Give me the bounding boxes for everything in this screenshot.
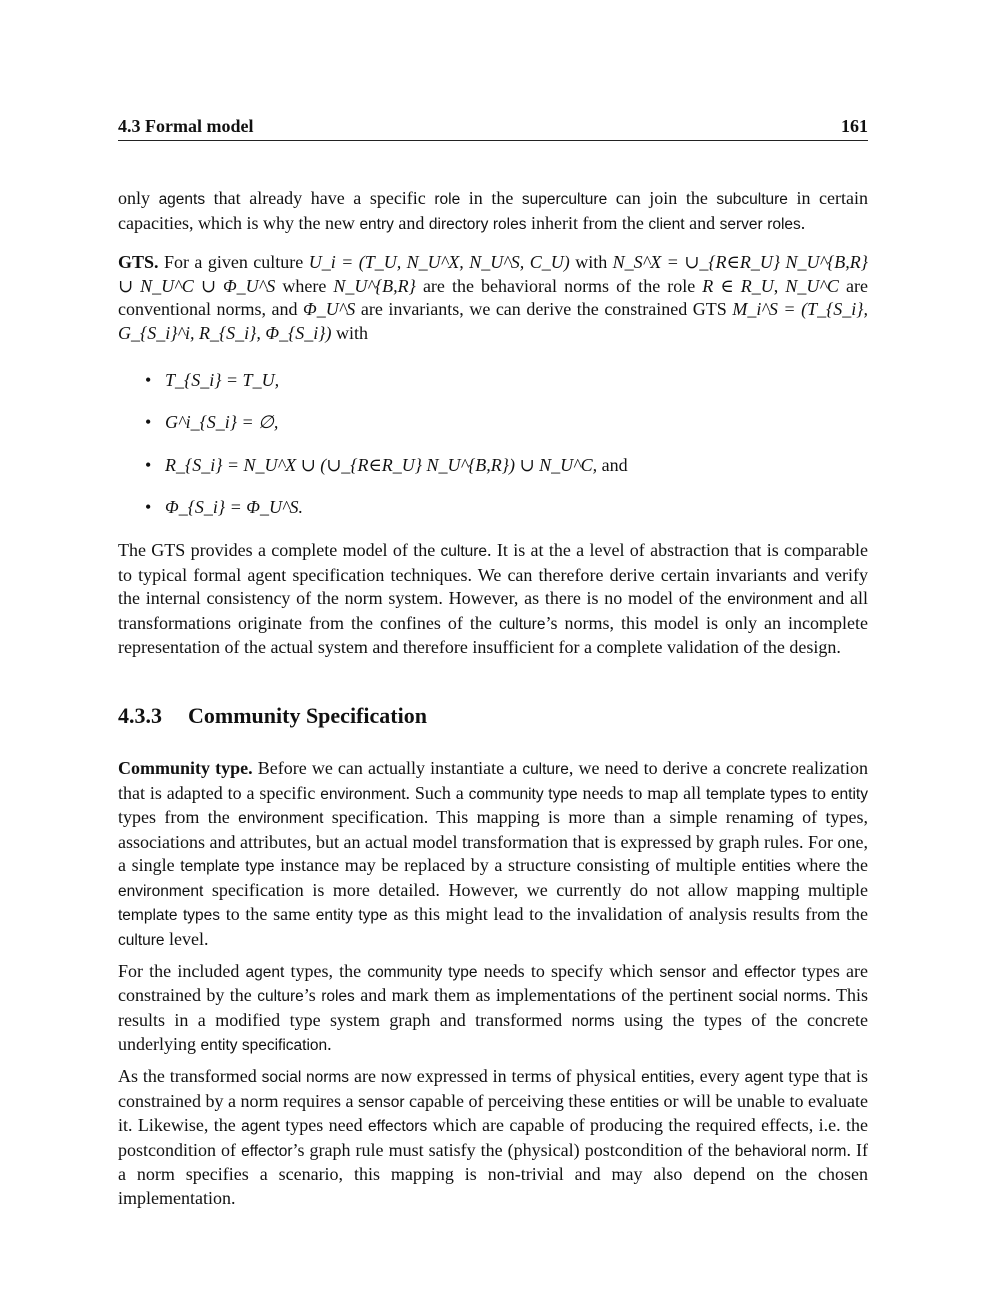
- section-number: 4.3.3: [118, 702, 162, 728]
- math-conventional-norms: N_U^C: [785, 275, 839, 296]
- paragraph-gts-model: The GTS provides a complete model of the culture. It is at the a level of abstraction that is comparable to typical formal agent specification techniques. We can therefore derive certain invariants and verify the internal consistency of the norm system. However, as there is no model of the environment and all transformations originate from the confines of the culture’s norms, this model is only an incomplete representation of the actual system and therefore insufficient for a complete validation of the design.: [118, 539, 869, 658]
- list-item: • T_{S_i} = T_U,: [118, 369, 868, 393]
- page-body: [118, 116, 868, 1211]
- math-norm-set: N_S^X = ∪_{R∈R_U} N_U^{B,R} ∪ N_U^C ∪ Φ_U^S: [118, 252, 868, 296]
- paragraph-roles-inheritance: only agents that already have a specific role in the superculture can join the subculture in certain capacities, which is why the new entry and directory roles inherit from the client and server roles.: [118, 188, 868, 233]
- section-heading: [118, 702, 868, 730]
- math-behavioral-norms: N_U^{B,R}: [333, 275, 416, 296]
- math-culture-tuple: U_i = (T_U, N_U^X, N_U^S, C_U): [308, 252, 570, 273]
- math-constrained-gts: M_i^S = (T_{S_i}, G_{S_i}^i, R_{S_i}, Φ_{S_i}): [118, 299, 868, 343]
- section-title: Community Specification: [188, 702, 427, 728]
- running-header: [118, 116, 868, 141]
- gts-lead: GTS.: [118, 252, 159, 273]
- community-type-lead: Community type.: [118, 757, 253, 778]
- header-section-title: 4.3 Formal model: [118, 116, 254, 136]
- list-item: • R_{S_i} = N_U^X ∪ (∪_{R∈R_U} N_U^{B,R}) ∪ N_U^C, and: [118, 454, 868, 478]
- math-invariants: Φ_U^S: [303, 299, 356, 320]
- paragraph-social-norms: As the transformed social norms are now expressed in terms of physical entities, every agent type that is constrained by a norm requires a sensor capable of perceiving these entities or will be unable to evaluate it. Likewise, the agent types need effectors which are capable of producing the required effects, i.e. the postcondition of effector’s graph rule must satisfy the (physical) postcondition of the behavioral norm. If a norm specifies a scenario, this mapping is non-trivial and may also depend on the chosen implementation.: [118, 1066, 868, 1208]
- math-role: R ∈ R_U: [702, 275, 774, 296]
- paragraph-agent-types: For the included agent types, the community type needs to specify which sensor and effector types are constrained by the culture’s roles and mark them as implementations of the pertinent social norms. This results in a modified type system graph and transformed norms using the types of the concrete underlying entity specification.: [118, 960, 868, 1055]
- paragraph-gts: GTS. For a given culture U_i = (T_U, N_U^X, N_U^S, C_U) with N_S^X = ∪_{R∈R_U} N_U^{B,R} ∪ N_U^C ∪ Φ_U^S where N_U^{B,R} are the behavioral norms of the role R ∈ R_U, N_U^C are conventional norms, and Φ_U^S are invariants, we can derive the constrained GTS M_i^S = (T_{S_i}, G_{S_i}^i, R_{S_i}, Φ_{S_i}) with: [118, 252, 868, 343]
- list-item: • G^i_{S_i} = ∅,: [118, 411, 868, 435]
- page-number: 161: [841, 116, 868, 136]
- list-item: • Φ_{S_i} = Φ_U^S.: [118, 496, 868, 520]
- paragraph-community-type: Community type. Before we can actually instantiate a culture, we need to derive a concrete realization that is adapted to a specific environment. Such a community type needs to map all template types to entity types from the environment specification. This mapping is more than a simple renaming of types, associations and attributes, but an actual model transformation that is expressed by graph rules. For one, a single template type instance may be replaced by a structure consisting of multiple entities where the environment specification is more detailed. However, we currently do not allow mapping multiple template types to the same entity type as this might lead to the invalidation of analysis results from the culture level.: [118, 757, 868, 950]
- gts-components-list: [118, 369, 868, 520]
